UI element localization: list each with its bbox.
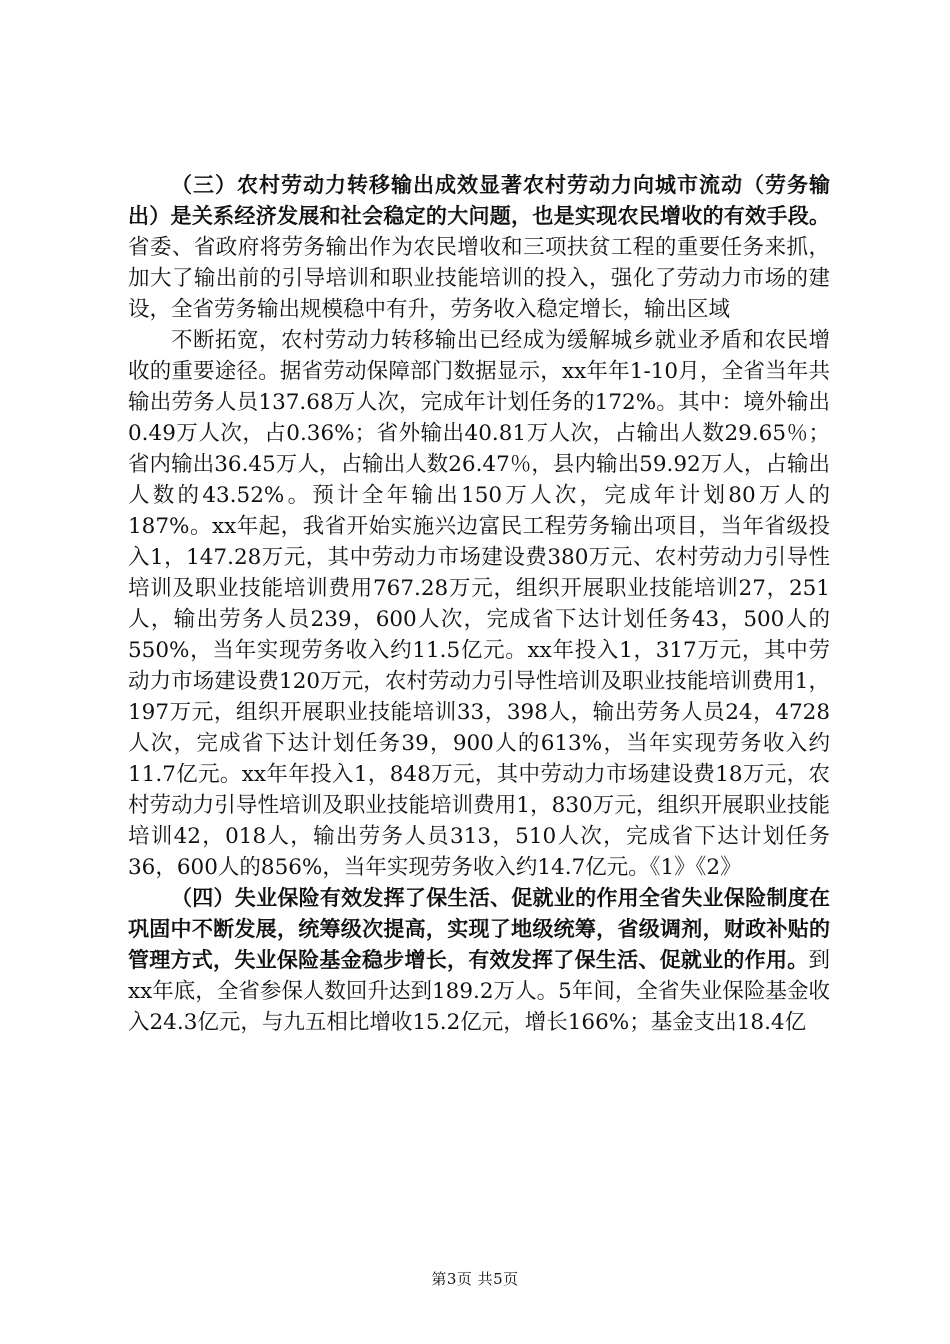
paragraph-heading: （三）农村劳动力转移输出成效显著农村劳动力向城市流动（劳务输出）是关系经济发展和社会稳定的大问题，也是实现农民增收的有效手段。 — [128, 173, 830, 228]
paragraph-text: 省委、省政府将劳务输出作为农民增收和三项扶贫工程的重要任务来抓，加大了输出前的引导培训和职业技能培训的投入，强化了劳动力市场的建设，全省劳务输出规模稳中有升，劳务收入稳定增长，输出区域 — [128, 235, 830, 322]
paragraph-heading: （四）失业保险有效发挥了保生活、促就业的作用全省失业保险制度在巩固中不断发展，统筹级次提高，实现了地级统筹，省级调剂，财政补贴的管理方式，失业保险基金稳步增长，有效发挥了保生活、促就业的作用。 — [128, 886, 830, 972]
document-body — [128, 170, 830, 1038]
page-footer — [0, 1268, 950, 1289]
page-number: 第3页 共5页 — [431, 1270, 519, 1288]
paragraph-text: 不断拓宽，农村劳动力转移输出已经成为缓解城乡就业矛盾和农民增收的重要途径。据省劳动保障部门数据显示，xx年年1-10月，全省当年共输出劳务人员137.68万人次，完成年计划任务的172%。其中：境外输出0.49万人次，占0.36%；省外输出40.81万人次，占输出人数29.65％；省内输出36.45万人，占输出人数26.47％，县内输出59.92万人，占输出人数的43.52%。预计全年输出150万人次，完成年计划80万人的187%。xx年起，我省开始实施兴边富民工程劳务输出项目，当年省级投入1，147.28万元，其中劳动力市场建设费380万元、农村劳动力引导性培训及职业技能培训费用767.28万元，组织开展职业技能培训27，251人，输出劳务人员239，600人次，完成省下达计划任务43，500人的550%，当年实现劳务收入约11.5亿元。xx年投入1，317万元，其中劳动力市场建设费120万元，农村劳动力引导性培训及职业技能培训费用1，197万元，组织开展职业技能培训33，398人，输出劳务人员24，4728人次，完成省下达计划任务39，900人的613%，当年实现劳务收入约11.7亿元。xx年年投入1，848万元，其中劳动力市场建设费18万元，农村劳动力引导性培训及职业技能培训费用1，830万元，组织开展职业技能培训42，018人，输出劳务人员313，510人次，完成省下达计划任务36，600人的856%，当年实现劳务收入约14.7亿元。《1》《2》 — [128, 328, 830, 880]
paragraph-labor-transfer — [128, 170, 830, 325]
paragraph-text: 到xx年底，全省参保人数回升达到189.2万人。5年间，全省失业保险基金收入24.3亿元，与九五相比增收15.2亿元，增长166%；基金支出18.4亿 — [128, 948, 830, 1035]
paragraph-labor-statistics — [128, 325, 830, 883]
paragraph-unemployment-insurance — [128, 883, 830, 1038]
